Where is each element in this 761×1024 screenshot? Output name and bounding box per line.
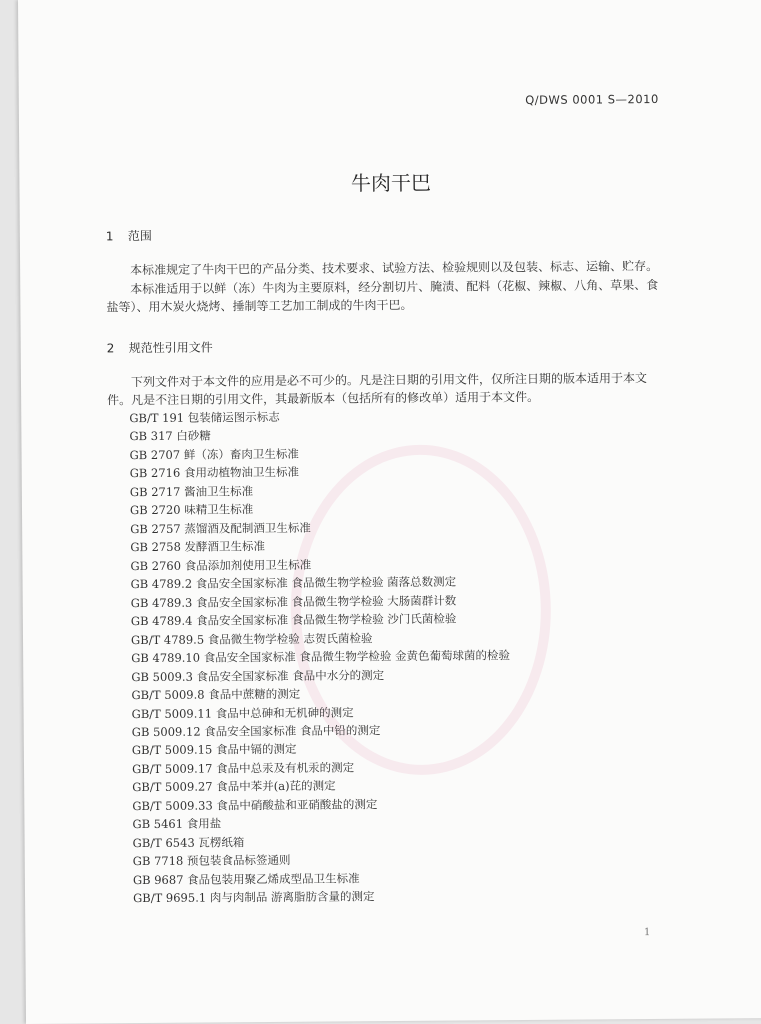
reference-item: GB 2757 蒸馏酒及配制酒卫生标准 <box>130 520 311 536</box>
reference-item: GB 2716 食用动植物油卫生标准 <box>129 465 299 481</box>
section-2-heading <box>107 338 213 356</box>
reference-item: GB 4789.2 食品安全国家标准 食品微生物学检验 菌落总数测定 <box>130 574 457 592</box>
reference-item: GB 5009.12 食品安全国家标准 食品中铅的测定 <box>131 723 381 740</box>
section-1-paragraph-2: 本标准适用于以鲜（冻）牛肉为主要原料，经分割切片、腌渍、配料（花椒、辣椒、八角、草果、食盐等）、用木炭火烧烤、捶制等工艺加工制成的牛肉干巴。 <box>106 277 659 315</box>
reference-item: GB/T 5009.33 食品中硝酸盐和亚硝酸盐的测定 <box>132 797 378 813</box>
reference-item: GB 4789.10 食品安全国家标准 食品微生物学检验 金黄色葡萄球菌的检验 <box>131 648 511 666</box>
reference-item: GB 4789.3 食品安全国家标准 食品微生物学检验 大肠菌群计数 <box>130 593 457 610</box>
reference-item: GB/T 5009.17 食品中总汞及有机汞的测定 <box>131 760 355 777</box>
page-title: 牛肉干巴 <box>350 170 432 196</box>
reference-item: GB 7718 预包装食品标签通则 <box>132 853 291 869</box>
reference-item: GB 2760 食品添加剂使用卫生标准 <box>130 557 312 573</box>
reference-item: GB 5009.3 食品安全国家标准 食品中水分的测定 <box>131 667 385 684</box>
reference-item: GB 4789.4 食品安全国家标准 食品微生物学检验 沙门氏菌检验 <box>130 611 457 629</box>
reference-item: GB/T 5009.27 食品中苯并(a)芘的测定 <box>132 778 336 795</box>
reference-item: GB 2720 味精卫生标准 <box>129 502 254 518</box>
reference-item: GB/T 5009.15 食品中镉的测定 <box>131 742 297 758</box>
reference-item: GB/T 6543 瓦楞纸箱 <box>132 835 245 850</box>
reference-item: GB 317 白砂糖 <box>129 428 211 444</box>
section-number: 1 <box>105 229 114 244</box>
page-number: 1 <box>643 927 651 939</box>
reference-item: GB/T 4789.5 食品微生物学检验 志贺氏菌检验 <box>130 630 373 647</box>
document-page <box>18 0 761 1024</box>
reference-item: GB 2707 鲜（冻）畜肉卫生标准 <box>129 446 299 463</box>
section-number: 2 <box>106 341 115 356</box>
section-1-heading <box>106 227 152 244</box>
standard-code: Q/DWS 0001 S—2010 <box>525 91 659 108</box>
reference-item: GB/T 5009.11 食品中总砷和无机砷的测定 <box>131 704 354 721</box>
section-1-paragraph-1: 本标准规定了牛肉干巴的产品分类、技术要求、试验方法、检验规则以及包装、标志、运输、贮存。 <box>130 258 659 278</box>
section-heading-text: 范围 <box>127 228 152 244</box>
reference-item: GB 2717 酱油卫生标准 <box>129 484 254 500</box>
reference-item: GB 9687 食品包装用聚乙烯成型品卫生标准 <box>132 871 360 887</box>
reference-item: GB 2758 发酵酒卫生标准 <box>130 539 266 555</box>
reference-item: GB 5461 食用盐 <box>132 816 222 832</box>
section-2-paragraph-1: 下列文件对于本文件的应用是必不可少的。凡是注日期的引用文件，仅所注日期的版本适用于本文件。凡是不注日期的引用文件，其最新版本（包括所有的修改单）适用于本文件。 <box>107 371 648 408</box>
reference-item: GB/T 191 包装储运图示标志 <box>129 409 280 426</box>
reference-item: GB/T 5009.8 食品中蔗糖的测定 <box>131 686 301 703</box>
reference-list <box>129 406 512 908</box>
reference-item: GB/T 9695.1 肉与肉制品 游离脂肪含量的测定 <box>133 889 375 906</box>
section-heading-text: 规范性引用文件 <box>128 340 213 356</box>
